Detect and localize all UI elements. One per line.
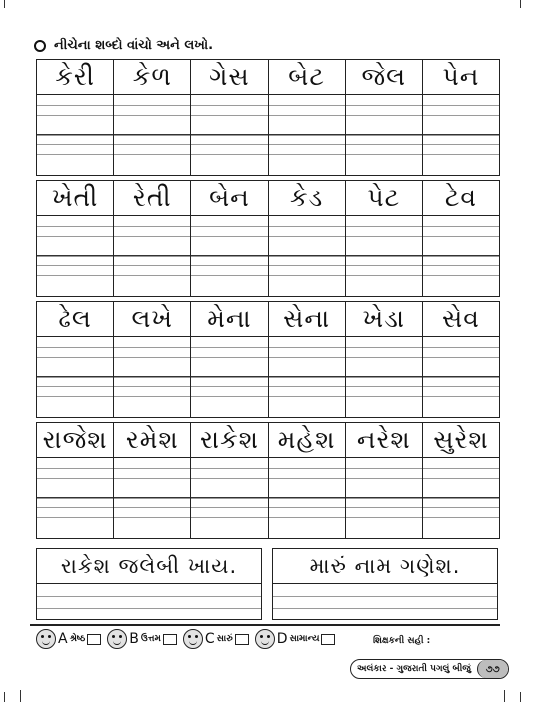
practice-row — [37, 458, 499, 538]
word-cell: લખે — [114, 302, 191, 336]
grade-letter: D — [276, 631, 288, 647]
writing-space[interactable] — [269, 95, 346, 175]
grade-d — [255, 629, 336, 649]
teacher-sign-label: શિક્ષકની સહી : — [373, 636, 431, 646]
sentence-text: રાકેશ જલેબી ખાય. — [37, 549, 261, 584]
writing-space[interactable] — [269, 458, 346, 538]
writing-space[interactable] — [269, 337, 346, 417]
word-cell: જેલ — [346, 60, 423, 94]
writing-space[interactable] — [114, 337, 191, 417]
word-cell: રાજેશ — [37, 423, 114, 457]
word-cell: કેરી — [37, 60, 114, 94]
grade-letter: A — [58, 631, 68, 647]
writing-space[interactable] — [423, 95, 499, 175]
writing-space[interactable] — [346, 95, 423, 175]
word-row — [37, 302, 499, 337]
word-cell: રેતી — [114, 181, 191, 215]
word-cell: નરેશ — [346, 423, 423, 457]
writing-space[interactable] — [37, 337, 114, 417]
page-number: ૭૭ — [477, 660, 508, 678]
grade-scale — [36, 629, 335, 649]
writing-space[interactable] — [191, 216, 268, 296]
crop-mark — [504, 690, 505, 702]
crop-mark — [4, 692, 5, 702]
writing-space[interactable] — [346, 337, 423, 417]
grade-label: શ્રેષ્ઠ — [69, 634, 86, 644]
writing-space[interactable] — [37, 216, 114, 296]
writing-space[interactable] — [114, 458, 191, 538]
word-cell: ઢેલ — [37, 302, 114, 336]
crop-mark — [520, 0, 521, 8]
writing-space[interactable] — [37, 95, 114, 175]
word-cell: પેન — [442, 62, 480, 91]
word-cell: કેડ — [269, 181, 346, 215]
word-row — [37, 423, 499, 458]
word-row — [37, 60, 499, 95]
separator-line — [30, 624, 500, 626]
writing-space[interactable] — [346, 216, 423, 296]
grade-checkbox[interactable] — [321, 634, 335, 645]
grade-checkbox[interactable] — [87, 634, 101, 645]
sentence-box — [272, 548, 498, 620]
writing-lines — [273, 584, 497, 620]
word-row — [37, 181, 499, 216]
writing-space[interactable] — [423, 216, 499, 296]
grade-letter: B — [129, 631, 139, 647]
writing-space[interactable] — [191, 458, 268, 538]
word-cell: સેના — [269, 302, 346, 336]
word-cell: બેટ — [269, 60, 346, 94]
writing-space[interactable] — [346, 458, 423, 538]
word-cell: મહેશ — [269, 423, 346, 457]
writing-space[interactable] — [191, 337, 268, 417]
word-cell: ખેતી — [37, 181, 114, 215]
smiley-icon — [107, 629, 127, 649]
grade-c — [183, 629, 249, 649]
writing-lines — [37, 584, 261, 620]
word-cell: ટેવ — [444, 183, 478, 212]
grade-letter: C — [204, 631, 215, 647]
practice-row — [37, 216, 499, 296]
grade-b — [107, 629, 177, 649]
word-cell: સેવ — [442, 304, 480, 333]
writing-space[interactable] — [269, 216, 346, 296]
grade-a — [36, 629, 101, 649]
sentence-text: મારું નામ ગણેશ. — [273, 549, 497, 584]
smiley-icon — [36, 629, 56, 649]
practice-row — [37, 95, 499, 175]
grade-label: સામાન્ય — [289, 634, 320, 644]
grade-checkbox[interactable] — [235, 634, 249, 645]
instruction — [34, 38, 213, 53]
word-cell: ગેસ — [191, 60, 268, 94]
smiley-icon — [255, 629, 275, 649]
bullet-icon — [34, 40, 46, 52]
grade-label: સારું — [216, 634, 233, 644]
word-grid — [36, 59, 500, 176]
word-cell: બેન — [191, 181, 268, 215]
book-title: અલંકાર - ગુજરાતી પગલું બીજું — [357, 664, 471, 674]
word-cell: ખેડા — [346, 302, 423, 336]
word-cell: સુરેશ — [433, 425, 489, 454]
word-grid — [36, 301, 500, 418]
writing-space[interactable] — [191, 95, 268, 175]
writing-space[interactable] — [37, 458, 114, 538]
crop-mark — [4, 0, 5, 8]
smiley-icon — [183, 629, 203, 649]
writing-space[interactable] — [423, 458, 499, 538]
word-cell: રમેશ — [114, 423, 191, 457]
crop-mark — [20, 690, 21, 702]
writing-space[interactable] — [114, 216, 191, 296]
crop-mark — [520, 692, 521, 702]
practice-row — [37, 337, 499, 417]
word-cell: મેના — [191, 302, 268, 336]
sentence-box — [36, 548, 262, 620]
writing-space[interactable] — [423, 337, 499, 417]
word-cell: પેટ — [346, 181, 423, 215]
grade-label: ઉત્તમ — [140, 634, 161, 644]
writing-space[interactable] — [114, 95, 191, 175]
grade-checkbox[interactable] — [163, 634, 177, 645]
instruction-text: નીચેના શબ્દો વાંચો અને લખો. — [54, 38, 214, 53]
word-cell: રાકેશ — [191, 423, 268, 457]
word-cell: કેળ — [114, 60, 191, 94]
word-grid — [36, 180, 500, 297]
word-grid — [36, 422, 500, 539]
footer-badge — [350, 659, 509, 679]
